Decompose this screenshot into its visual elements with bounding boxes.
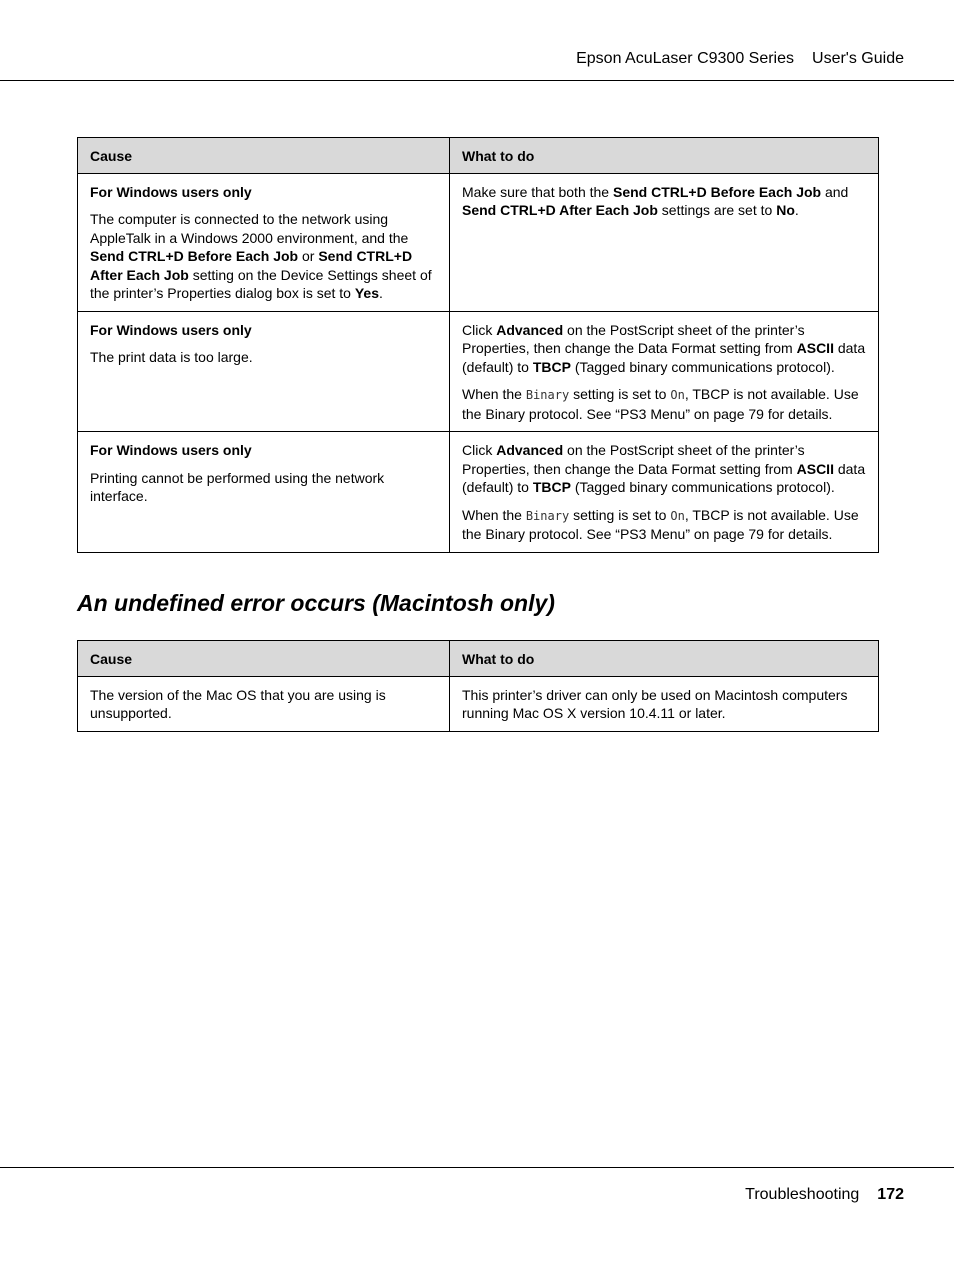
what-to-do-cell: [450, 432, 879, 553]
table-header-row: [78, 641, 879, 677]
header-rule: [0, 80, 954, 81]
table-row: [78, 311, 879, 432]
header-what-to-do: What to do: [450, 138, 879, 174]
what-to-do-cell: [450, 311, 879, 432]
cause-text: The print data is too large.: [90, 349, 253, 365]
cause-title: For Windows users only: [90, 183, 252, 200]
section-heading: An undefined error occurs (Macintosh only): [77, 590, 555, 616]
troubleshooting-table-2: [77, 640, 879, 732]
table-row: [78, 173, 879, 311]
cause-text: The computer is connected to the network using AppleTalk in a Windows 2000 environment, and the Send CTRL+D Before Each Job or Send CTRL+D After Each Job setting on the Device Settings sheet of the printer’s Properties dialog box is set to Yes.: [90, 211, 432, 301]
page-footer: [745, 1186, 904, 1204]
table-header-row: [78, 138, 879, 174]
cause-title: For Windows users only: [90, 442, 252, 458]
header-cause: Cause: [78, 138, 450, 174]
table-row: [78, 676, 879, 731]
what-to-do-text: Click Advanced on the PostScript sheet of the printer’s Properties, then change the Data Format setting from ASCII data (default) to TBCP (Tagged binary communications protocol).: [462, 442, 866, 495]
footer-rule: [0, 1167, 954, 1168]
cause-text: Printing cannot be performed using the network interface.: [90, 469, 385, 504]
what-to-do-text: This printer’s driver can only be used on Macintosh computers running Mac OS X version 10.4.11 or later.: [462, 686, 848, 721]
what-to-do-text: Make sure that both the Send CTRL+D Before Each Job and Send CTRL+D After Each Job settings are set to No.: [462, 183, 849, 218]
header-guide: User's Guide: [812, 50, 904, 67]
cause-cell: [78, 676, 450, 731]
page-header: [576, 50, 904, 68]
header-cause: Cause: [78, 641, 450, 677]
what-to-do-cell: [450, 173, 879, 311]
cause-cell: [78, 432, 450, 553]
header-what-to-do: What to do: [450, 641, 879, 677]
troubleshooting-table-1: [77, 137, 879, 553]
what-to-do-note: When the Binary setting is set to On, TBCP is not available. Use the Binary protocol. See “PS3 Menu” on page 79 for details.: [462, 506, 859, 542]
what-to-do-note: When the Binary setting is set to On, TBCP is not available. Use the Binary protocol. See “PS3 Menu” on page 79 for details.: [462, 386, 859, 422]
cause-title: For Windows users only: [90, 321, 252, 338]
what-to-do-text: Click Advanced on the PostScript sheet of the printer’s Properties, then change the Data Format setting from ASCII data (default) to TBCP (Tagged binary communications protocol).: [462, 321, 866, 375]
what-to-do-cell: [450, 676, 879, 731]
cause-text: The version of the Mac OS that you are using is unsupported.: [90, 686, 386, 721]
header-product: Epson AcuLaser C9300 Series: [576, 50, 795, 67]
page-number: 172: [877, 1186, 904, 1203]
cause-cell: [78, 311, 450, 432]
cause-cell: [78, 173, 450, 311]
footer-section: Troubleshooting: [745, 1186, 860, 1203]
table-row: [78, 432, 879, 553]
